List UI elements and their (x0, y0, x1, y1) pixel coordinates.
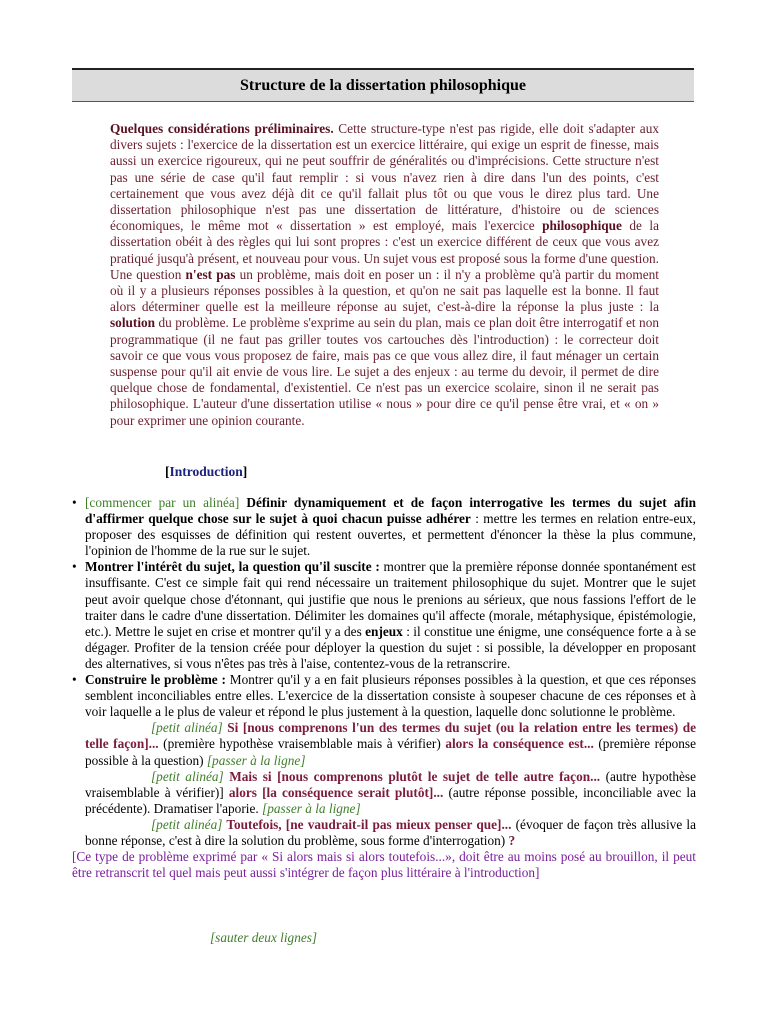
template-clause: ? (508, 832, 516, 848)
step-text: : mettre les termes en relation entre-eux, proposer des esquisses de définition qui restent ouvertes, et permettent d'énoncer la thèse la plus commune, l'opinion de l'homme de la rue sur le sujet. (85, 511, 697, 559)
preliminary-paragraph (110, 121, 659, 429)
list-item (72, 559, 696, 672)
step-bold-enjeux: enjeux (365, 623, 403, 639)
step-text: : il constitue une énigme, une conséquence forte a à se dégager. Profiter de la tension créée pour déployer la question du sujet : si possible, la développer en proposant des alternatives, si vous n'êtes pas très à l'aise, contentez-vous de la retranscrire. (85, 623, 697, 671)
instruction-note: [passer à la ligne] (262, 800, 361, 816)
template-line-toutefois (85, 817, 696, 849)
step-heading: Construire le problème : (85, 672, 226, 688)
problem-note: [Ce type de problème exprimé par « Si alors mais si alors toutefois...», doit être au moins posé au brouillon, il peut être retranscrit tel quel mais peut aussi s'intégrer de façon plus littéraire à l'introduction] (72, 849, 696, 881)
list-item (72, 495, 696, 559)
bracket-open: [ (165, 464, 170, 479)
instruction-note: [petit alinéa] (151, 768, 224, 784)
instruction-note: [commencer par un alinéa] (85, 495, 240, 510)
intro-text-1: Cette structure-type n'est pas rigide, elle doit s'adapter aux divers sujets : l'exercice de la dissertation est un exercice littéraire, qui exige un esprit de finesse, mais aussi un exercice rigoureux, qui ne peut souffrir de généralités ou d'imprécisions. Cette structure n'est pas une série de case qu'il faut remplir : si vous n'avez rien à dire dans l'un des points, c'est certainement que vous avez déjà dit ce qu'il fallait plus tôt ou que vous le direz plus tard. Une dissertation philosophique n'est pas une dissertation de littérature, d'histoire ou de sciences économiques, le même mot « dissertation » est employé, mais l'exercice (110, 121, 659, 234)
intro-bold-solution: solution (110, 315, 156, 331)
template-line-si (85, 720, 696, 768)
instruction-note: [petit alinéa] (151, 720, 223, 736)
intro-text-2: de la dissertation obéit à des règles qui lui sont propres : c'est un exercice différent de ceux que vous avez pratiqué jusqu'à présent, et nouveau pour vous. Un sujet vous est proposé sous la forme d'une question. Une question (110, 218, 659, 282)
section-label: Introduction (169, 464, 243, 479)
bullet-icon: • (72, 559, 77, 575)
problem-template (72, 720, 696, 849)
step-heading: Définir dynamiquement et de façon interrogative les termes du sujet afin d'affirmer quelque chose sur le sujet à quoi chacun puisse adhérer (85, 495, 696, 527)
template-comment: (première hypothèse vraisemblable mais à vérifier) (158, 736, 446, 752)
instruction-note: [petit alinéa] (151, 816, 223, 832)
step-text: Montrer qu'il y a en fait plusieurs réponses possibles à la question, et que ces réponses semblent inconciliables entre elles. L'exercice de la dissertation consiste à soupeser chacune de ces réponses et à voir laquelle a le plus de valeur et répond le plus justement à la question, laquelle donc solutionne le problème. (85, 672, 697, 720)
template-line-mais-si (85, 769, 696, 817)
intro-text-3: un problème, mais doit en poser un : il n'y a problème qu'à partir du moment où il y a plusieurs réponses possibles à la question, et qu'on ne sait pas laquelle est la bonne. Il faut alors déterminer quelle est la meilleure réponse au sujet, c'est-à-dire la réponse la plus juste : la (110, 266, 659, 315)
template-clause: Mais si [nous comprenons plutôt le sujet de telle autre façon... (223, 768, 601, 784)
template-comment: (évoquer de façon très allusive la bonne réponse, c'est à dire la solution du problème, sous forme d'interrogation) (85, 816, 696, 848)
template-clause: Si [nous comprenons l'un des termes du sujet (ou la relation entre les termes) de telle façon]... (85, 720, 696, 752)
page-title: Structure de la dissertation philosophique (72, 68, 694, 102)
template-clause: alors la conséquence est... (445, 736, 594, 752)
step-text: montrer que la première réponse donnée spontanément est insuffisante. C'est ce simple fait qui rend nécessaire un traitement philosophique du sujet. Montrer que le sujet peut avoir quelque chose d'étonnant, qui justifie que nous le prenions au sérieux, que nous fassions l'effort de le traiter dans le cadre d'une dissertation. Délimiter les domaines qu'il affecte (morale, métaphysique, épistémologie, etc.). Mettre le sujet en crise et montrer qu'il y a des (85, 559, 696, 639)
template-comment: (autre réponse possible, inconciliable avec la précédente). Dramatiser l'aporie. (85, 784, 697, 816)
template-clause: Toutefois, [ne vaudrait-il pas mieux penser que]... (222, 816, 512, 832)
template-comment: (autre hypothèse vraisemblable à vérifier)] (85, 768, 696, 800)
introduction-steps (72, 495, 696, 881)
skip-lines-note: [sauter deux lignes] (210, 930, 318, 945)
bullet-icon: • (72, 672, 77, 688)
list-item (72, 672, 696, 720)
template-clause: alors [la conséquence serait plutôt]... (228, 784, 444, 800)
intro-bold-philosophique: philosophique (542, 218, 622, 234)
section-heading-introduction (165, 464, 247, 480)
template-comment: (première réponse possible à la question) (85, 736, 696, 768)
instruction-note: [passer à la ligne] (206, 752, 306, 768)
step-heading: Montrer l'intérêt du sujet, la question qu'il suscite : (85, 559, 380, 575)
bullet-icon: • (72, 495, 77, 510)
intro-lead: Quelques considérations préliminaires. (110, 121, 334, 136)
intro-text-4: du problème. Le problème s'exprime au sein du plan, mais ce plan doit être interrogatif et non programmatique (il ne faut pas griller toutes vos cartouches dès l'introduction) : le correcteur doit savoir ce que vous vous proposez de faire, mais pas ce que vous allez dire, il faut ménager un certain suspense pour qu'il ait envie de vous lire. Le sujet a des enjeux : au terme du devoir, il permet de dire quelque chose de fondamental, d'existentiel. Ce n'est pas un exercice scolaire, sinon il ne serait pas philosophique. L'auteur d'une dissertation utilise « nous » pour dire ce qu'il pense être vrai, et « on » pour exprimer une opinion courante. (110, 315, 659, 428)
intro-bold-nestpas: n'est pas (185, 266, 236, 282)
bracket-close: ] (242, 464, 248, 479)
